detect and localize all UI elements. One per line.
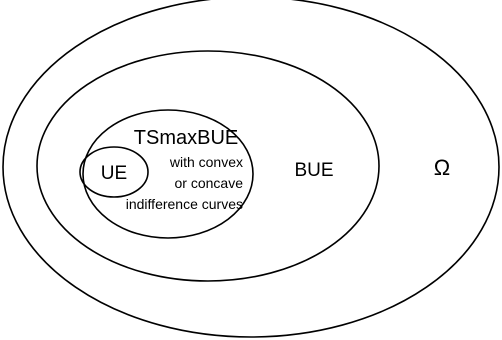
set-tsmaxbue-qualifier-line-1: with convex xyxy=(169,154,243,170)
set-ue-label: UE xyxy=(100,163,128,184)
set-omega-ellipse xyxy=(3,0,499,337)
set-bue-label: BUE xyxy=(294,160,334,181)
set-omega-label: Ω xyxy=(433,155,451,180)
set-tsmaxbue-label: TSmaxBUE xyxy=(133,127,239,149)
set-tsmaxbue-qualifier-line-2: or concave xyxy=(174,175,243,191)
set-tsmaxbue-qualifier-line-3: indifference curves xyxy=(125,196,243,212)
